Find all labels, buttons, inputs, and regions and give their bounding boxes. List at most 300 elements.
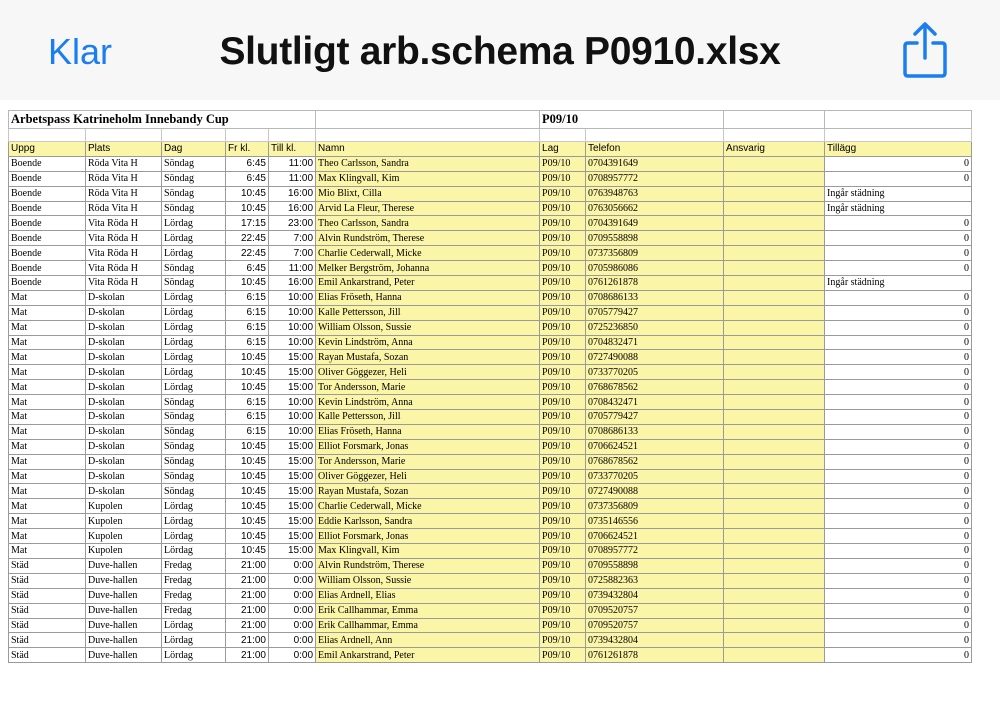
- table-row: [9, 186, 972, 201]
- table-row: [9, 573, 972, 588]
- cell-day: Söndag: [162, 410, 226, 425]
- column-header: Namn: [316, 142, 540, 157]
- cell-task: Städ: [9, 633, 86, 648]
- cell-addition: 0: [825, 588, 972, 603]
- cell-responsible: [724, 499, 825, 514]
- cell-responsible: [724, 231, 825, 246]
- cell-from: 10:45: [226, 186, 269, 201]
- cell-team: P09/10: [540, 320, 586, 335]
- table-row: [9, 454, 972, 469]
- cell-from: 21:00: [226, 648, 269, 663]
- cell-place: Kupolen: [86, 514, 162, 529]
- cell-task: Mat: [9, 380, 86, 395]
- cell-name: Rayan Mustafa, Sozan: [316, 484, 540, 499]
- cell-team: P09/10: [540, 276, 586, 291]
- cell-addition: 0: [825, 499, 972, 514]
- table-row: [9, 618, 972, 633]
- cell-addition: 0: [825, 618, 972, 633]
- cell-task: Städ: [9, 603, 86, 618]
- cell-task: Mat: [9, 529, 86, 544]
- cell-from: 10:45: [226, 439, 269, 454]
- table-row: [9, 424, 972, 439]
- cell-to: 0:00: [269, 603, 316, 618]
- cell-task: Mat: [9, 439, 86, 454]
- cell-phone: 0709520757: [586, 603, 724, 618]
- cell-phone: 0708957772: [586, 544, 724, 559]
- cell-responsible: [724, 439, 825, 454]
- cell-to: 11:00: [269, 171, 316, 186]
- cell-place: Kupolen: [86, 499, 162, 514]
- cell-responsible: [724, 261, 825, 276]
- cell-task: Boende: [9, 186, 86, 201]
- cell-name: Elliot Forsmark, Jonas: [316, 529, 540, 544]
- table-row: [9, 499, 972, 514]
- cell-phone: 0763056662: [586, 201, 724, 216]
- cell-addition: Ingår städning: [825, 201, 972, 216]
- cell-day: Lördag: [162, 216, 226, 231]
- cell-phone: 0705986086: [586, 261, 724, 276]
- cell-from: 10:45: [226, 276, 269, 291]
- cell-team: P09/10: [540, 350, 586, 365]
- cell-name: William Olsson, Sussie: [316, 320, 540, 335]
- table-row: [9, 484, 972, 499]
- cell-phone: 0761261878: [586, 276, 724, 291]
- cell-place: D-skolan: [86, 290, 162, 305]
- cell-name: Charlie Cederwall, Micke: [316, 246, 540, 261]
- cell-task: Städ: [9, 618, 86, 633]
- cell-name: Oliver Göggezer, Heli: [316, 469, 540, 484]
- table-row: [9, 544, 972, 559]
- cell-name: Tor Andersson, Marie: [316, 454, 540, 469]
- cell-task: Mat: [9, 365, 86, 380]
- cell-day: Söndag: [162, 276, 226, 291]
- cell-name: Kalle Pettersson, Jill: [316, 305, 540, 320]
- cell-responsible: [724, 529, 825, 544]
- cell-addition: 0: [825, 290, 972, 305]
- cell-responsible: [724, 305, 825, 320]
- cell-task: Mat: [9, 350, 86, 365]
- cell-name: Elias Ardnell, Ann: [316, 633, 540, 648]
- cell-team: P09/10: [540, 365, 586, 380]
- cell-team: P09/10: [540, 424, 586, 439]
- cell-place: D-skolan: [86, 410, 162, 425]
- table-row: [9, 305, 972, 320]
- cell-to: 10:00: [269, 290, 316, 305]
- cell-place: D-skolan: [86, 395, 162, 410]
- cell-to: 0:00: [269, 588, 316, 603]
- cell-team: P09/10: [540, 648, 586, 663]
- cell-place: D-skolan: [86, 350, 162, 365]
- table-row: [9, 335, 972, 350]
- cell-from: 21:00: [226, 573, 269, 588]
- cell-from: 6:45: [226, 171, 269, 186]
- cell-team: P09/10: [540, 335, 586, 350]
- cell-day: Lördag: [162, 633, 226, 648]
- cell-to: 15:00: [269, 469, 316, 484]
- cell-place: Vita Röda H: [86, 246, 162, 261]
- cell-phone: 0709558898: [586, 558, 724, 573]
- cell-day: Lördag: [162, 305, 226, 320]
- title-row: [9, 111, 972, 129]
- cell-addition: 0: [825, 558, 972, 573]
- cell-day: Lördag: [162, 544, 226, 559]
- cell-day: Lördag: [162, 290, 226, 305]
- share-icon: [900, 20, 950, 80]
- cell-responsible: [724, 380, 825, 395]
- cell-name: Theo Carlsson, Sandra: [316, 156, 540, 171]
- table-row: [9, 633, 972, 648]
- cell-day: Lördag: [162, 320, 226, 335]
- table-row: [9, 380, 972, 395]
- cell-from: 10:45: [226, 365, 269, 380]
- cell-to: 16:00: [269, 276, 316, 291]
- cell-addition: 0: [825, 231, 972, 246]
- cell-day: Fredag: [162, 603, 226, 618]
- cell-team: P09/10: [540, 588, 586, 603]
- table-row: [9, 261, 972, 276]
- cell-responsible: [724, 365, 825, 380]
- cell-name: Melker Bergström, Johanna: [316, 261, 540, 276]
- cell-to: 10:00: [269, 424, 316, 439]
- cell-team: P09/10: [540, 529, 586, 544]
- cell-team: P09/10: [540, 246, 586, 261]
- document-title: Slutligt arb.schema P0910.xlsx: [219, 30, 781, 73]
- cell-task: Mat: [9, 469, 86, 484]
- cell-day: Söndag: [162, 469, 226, 484]
- cell-team: P09/10: [540, 544, 586, 559]
- cell-from: 10:45: [226, 469, 269, 484]
- cell-name: Elliot Forsmark, Jonas: [316, 439, 540, 454]
- cell-addition: 0: [825, 335, 972, 350]
- cell-responsible: [724, 558, 825, 573]
- cell-day: Söndag: [162, 439, 226, 454]
- cell-place: D-skolan: [86, 484, 162, 499]
- cell-to: 0:00: [269, 573, 316, 588]
- cell-to: 10:00: [269, 410, 316, 425]
- cell-place: Kupolen: [86, 544, 162, 559]
- cell-name: Max Klingvall, Kim: [316, 171, 540, 186]
- cell-from: 21:00: [226, 603, 269, 618]
- cell-from: 6:15: [226, 290, 269, 305]
- cell-responsible: [724, 276, 825, 291]
- cell-from: 6:15: [226, 395, 269, 410]
- cell-name: Charlie Cederwall, Micke: [316, 499, 540, 514]
- cell-addition: 0: [825, 454, 972, 469]
- column-header: Plats: [86, 142, 162, 157]
- table-row: [9, 648, 972, 663]
- cell-addition: 0: [825, 484, 972, 499]
- cell-task: Boende: [9, 276, 86, 291]
- cell-team: P09/10: [540, 514, 586, 529]
- cell-phone: 0739432804: [586, 633, 724, 648]
- cell-task: Boende: [9, 156, 86, 171]
- cell-task: Boende: [9, 231, 86, 246]
- cell-name: Tor Andersson, Marie: [316, 380, 540, 395]
- cell-name: William Olsson, Sussie: [316, 573, 540, 588]
- cell-team: P09/10: [540, 603, 586, 618]
- cell-name: Kevin Lindström, Anna: [316, 395, 540, 410]
- cell-phone: 0739432804: [586, 588, 724, 603]
- cell-to: 16:00: [269, 186, 316, 201]
- cell-from: 10:45: [226, 484, 269, 499]
- cell-responsible: [724, 320, 825, 335]
- cell-name: Alvin Rundström, Therese: [316, 558, 540, 573]
- cell-to: 15:00: [269, 484, 316, 499]
- cell-place: D-skolan: [86, 454, 162, 469]
- cell-to: 0:00: [269, 618, 316, 633]
- cell-addition: 0: [825, 171, 972, 186]
- cell-day: Lördag: [162, 365, 226, 380]
- cell-phone: 0704832471: [586, 335, 724, 350]
- share-button[interactable]: [900, 20, 950, 80]
- cell-addition: 0: [825, 350, 972, 365]
- cell-addition: 0: [825, 603, 972, 618]
- cell-team: P09/10: [540, 171, 586, 186]
- cell-place: Vita Röda H: [86, 216, 162, 231]
- cell-team: P09/10: [540, 395, 586, 410]
- cell-from: 6:15: [226, 320, 269, 335]
- table-row: [9, 410, 972, 425]
- cell-responsible: [724, 156, 825, 171]
- cell-responsible: [724, 246, 825, 261]
- cell-team: P09/10: [540, 261, 586, 276]
- cell-phone: 0725236850: [586, 320, 724, 335]
- cell-day: Lördag: [162, 648, 226, 663]
- cell-day: Fredag: [162, 573, 226, 588]
- cell-from: 22:45: [226, 231, 269, 246]
- cell-phone: 0708957772: [586, 171, 724, 186]
- cell-name: Rayan Mustafa, Sozan: [316, 350, 540, 365]
- cell-from: 6:15: [226, 410, 269, 425]
- cell-task: Boende: [9, 216, 86, 231]
- column-header: Fr kl.: [226, 142, 269, 157]
- cell-from: 10:45: [226, 350, 269, 365]
- cell-responsible: [724, 201, 825, 216]
- cell-name: Alvin Rundström, Therese: [316, 231, 540, 246]
- cell-place: D-skolan: [86, 380, 162, 395]
- cell-addition: 0: [825, 529, 972, 544]
- cell-responsible: [724, 350, 825, 365]
- cell-place: Duve-hallen: [86, 588, 162, 603]
- cell-to: 15:00: [269, 365, 316, 380]
- cell-responsible: [724, 469, 825, 484]
- cell-day: Söndag: [162, 156, 226, 171]
- cell-day: Lördag: [162, 499, 226, 514]
- cell-place: D-skolan: [86, 469, 162, 484]
- cell-team: P09/10: [540, 499, 586, 514]
- cell-day: Söndag: [162, 484, 226, 499]
- cell-responsible: [724, 186, 825, 201]
- cell-day: Söndag: [162, 186, 226, 201]
- cell-from: 10:45: [226, 454, 269, 469]
- cell-task: Mat: [9, 305, 86, 320]
- cell-phone: 0706624521: [586, 529, 724, 544]
- cell-task: Mat: [9, 410, 86, 425]
- cell-to: 15:00: [269, 499, 316, 514]
- cell-addition: 0: [825, 439, 972, 454]
- cell-from: 22:45: [226, 246, 269, 261]
- cell-from: 6:15: [226, 335, 269, 350]
- cell-phone: 0705779427: [586, 305, 724, 320]
- cell-phone: 0704391649: [586, 156, 724, 171]
- cell-from: 21:00: [226, 558, 269, 573]
- cell-to: 15:00: [269, 439, 316, 454]
- cell-phone: 0768678562: [586, 454, 724, 469]
- cell-phone: 0708686133: [586, 290, 724, 305]
- table-row: [9, 603, 972, 618]
- table-row: [9, 469, 972, 484]
- table-row: [9, 171, 972, 186]
- cell-phone: 0727490088: [586, 484, 724, 499]
- cell-addition: 0: [825, 156, 972, 171]
- cell-task: Mat: [9, 484, 86, 499]
- cell-phone: 0705779427: [586, 410, 724, 425]
- cell-place: D-skolan: [86, 335, 162, 350]
- table-row: [9, 276, 972, 291]
- cell-day: Söndag: [162, 395, 226, 410]
- column-header: Till kl.: [269, 142, 316, 157]
- cell-to: 10:00: [269, 305, 316, 320]
- cell-from: 6:15: [226, 305, 269, 320]
- cell-task: Mat: [9, 335, 86, 350]
- spreadsheet-table: [8, 110, 972, 663]
- cell-place: Duve-hallen: [86, 573, 162, 588]
- cell-task: Städ: [9, 573, 86, 588]
- cell-from: 10:45: [226, 201, 269, 216]
- cell-to: 7:00: [269, 246, 316, 261]
- done-button[interactable]: Klar: [48, 31, 113, 72]
- cell-addition: 0: [825, 424, 972, 439]
- cell-from: 10:45: [226, 499, 269, 514]
- cell-from: 6:45: [226, 156, 269, 171]
- cell-from: 21:00: [226, 588, 269, 603]
- cell-addition: 0: [825, 648, 972, 663]
- cell-addition: 0: [825, 305, 972, 320]
- cell-team: P09/10: [540, 201, 586, 216]
- cell-addition: 0: [825, 395, 972, 410]
- cell-phone: 0735146556: [586, 514, 724, 529]
- cell-responsible: [724, 618, 825, 633]
- cell-phone: 0727490088: [586, 350, 724, 365]
- cell-team: P09/10: [540, 633, 586, 648]
- cell-phone: 0706624521: [586, 439, 724, 454]
- cell-team: P09/10: [540, 231, 586, 246]
- cell-day: Lördag: [162, 231, 226, 246]
- cell-responsible: [724, 633, 825, 648]
- cell-day: Lördag: [162, 380, 226, 395]
- cell-phone: 0725882363: [586, 573, 724, 588]
- cell-team: P09/10: [540, 290, 586, 305]
- cell-team: P09/10: [540, 186, 586, 201]
- cell-task: Mat: [9, 424, 86, 439]
- cell-team: P09/10: [540, 618, 586, 633]
- cell-team: P09/10: [540, 156, 586, 171]
- column-header: Lag: [540, 142, 586, 157]
- cell-from: 10:45: [226, 514, 269, 529]
- blank-row: [9, 129, 972, 142]
- cell-to: 10:00: [269, 320, 316, 335]
- cell-responsible: [724, 395, 825, 410]
- cell-team: P09/10: [540, 216, 586, 231]
- cell-addition: 0: [825, 410, 972, 425]
- cell-name: Arvid La Fleur, Therese: [316, 201, 540, 216]
- cell-task: Städ: [9, 648, 86, 663]
- cell-to: 0:00: [269, 633, 316, 648]
- sheet-title: Arbetspass Katrineholm Innebandy Cup: [9, 111, 316, 129]
- cell-name: Eddie Karlsson, Sandra: [316, 514, 540, 529]
- cell-to: 16:00: [269, 201, 316, 216]
- cell-phone: 0708432471: [586, 395, 724, 410]
- cell-addition: Ingår städning: [825, 276, 972, 291]
- table-row: [9, 588, 972, 603]
- cell-day: Söndag: [162, 424, 226, 439]
- table-row: [9, 529, 972, 544]
- table-row: [9, 365, 972, 380]
- cell-place: Röda Vita H: [86, 186, 162, 201]
- cell-day: Söndag: [162, 171, 226, 186]
- cell-task: Mat: [9, 544, 86, 559]
- cell-task: Mat: [9, 499, 86, 514]
- cell-to: 15:00: [269, 514, 316, 529]
- cell-task: Städ: [9, 558, 86, 573]
- cell-name: Kalle Pettersson, Jill: [316, 410, 540, 425]
- cell-team: P09/10: [540, 305, 586, 320]
- cell-day: Lördag: [162, 350, 226, 365]
- cell-from: 10:45: [226, 544, 269, 559]
- cell-name: Erik Callhammar, Emma: [316, 603, 540, 618]
- cell-day: Söndag: [162, 261, 226, 276]
- cell-to: 11:00: [269, 156, 316, 171]
- cell-day: Fredag: [162, 588, 226, 603]
- cell-responsible: [724, 484, 825, 499]
- table-row: [9, 246, 972, 261]
- cell-phone: 0709558898: [586, 231, 724, 246]
- table-row: [9, 439, 972, 454]
- cell-from: 21:00: [226, 618, 269, 633]
- cell-addition: 0: [825, 320, 972, 335]
- column-header: Tillägg: [825, 142, 972, 157]
- cell-to: 7:00: [269, 231, 316, 246]
- cell-day: Lördag: [162, 529, 226, 544]
- cell-name: Max Klingvall, Kim: [316, 544, 540, 559]
- column-header: Dag: [162, 142, 226, 157]
- cell-from: 6:45: [226, 261, 269, 276]
- cell-responsible: [724, 544, 825, 559]
- cell-task: Boende: [9, 261, 86, 276]
- cell-team: P09/10: [540, 454, 586, 469]
- cell-task: Mat: [9, 454, 86, 469]
- sheet-group: P09/10: [540, 111, 724, 129]
- cell-place: Röda Vita H: [86, 156, 162, 171]
- cell-task: Mat: [9, 514, 86, 529]
- cell-to: 0:00: [269, 558, 316, 573]
- cell-day: Lördag: [162, 335, 226, 350]
- cell-addition: 0: [825, 261, 972, 276]
- cell-from: 10:45: [226, 380, 269, 395]
- table-row: [9, 395, 972, 410]
- cell-place: Röda Vita H: [86, 201, 162, 216]
- cell-team: P09/10: [540, 469, 586, 484]
- cell-to: 15:00: [269, 529, 316, 544]
- cell-to: 23:00: [269, 216, 316, 231]
- header-row: [9, 142, 972, 157]
- cell-responsible: [724, 454, 825, 469]
- cell-place: D-skolan: [86, 320, 162, 335]
- cell-task: Mat: [9, 320, 86, 335]
- table-row: [9, 350, 972, 365]
- cell-day: Lördag: [162, 246, 226, 261]
- cell-to: 10:00: [269, 395, 316, 410]
